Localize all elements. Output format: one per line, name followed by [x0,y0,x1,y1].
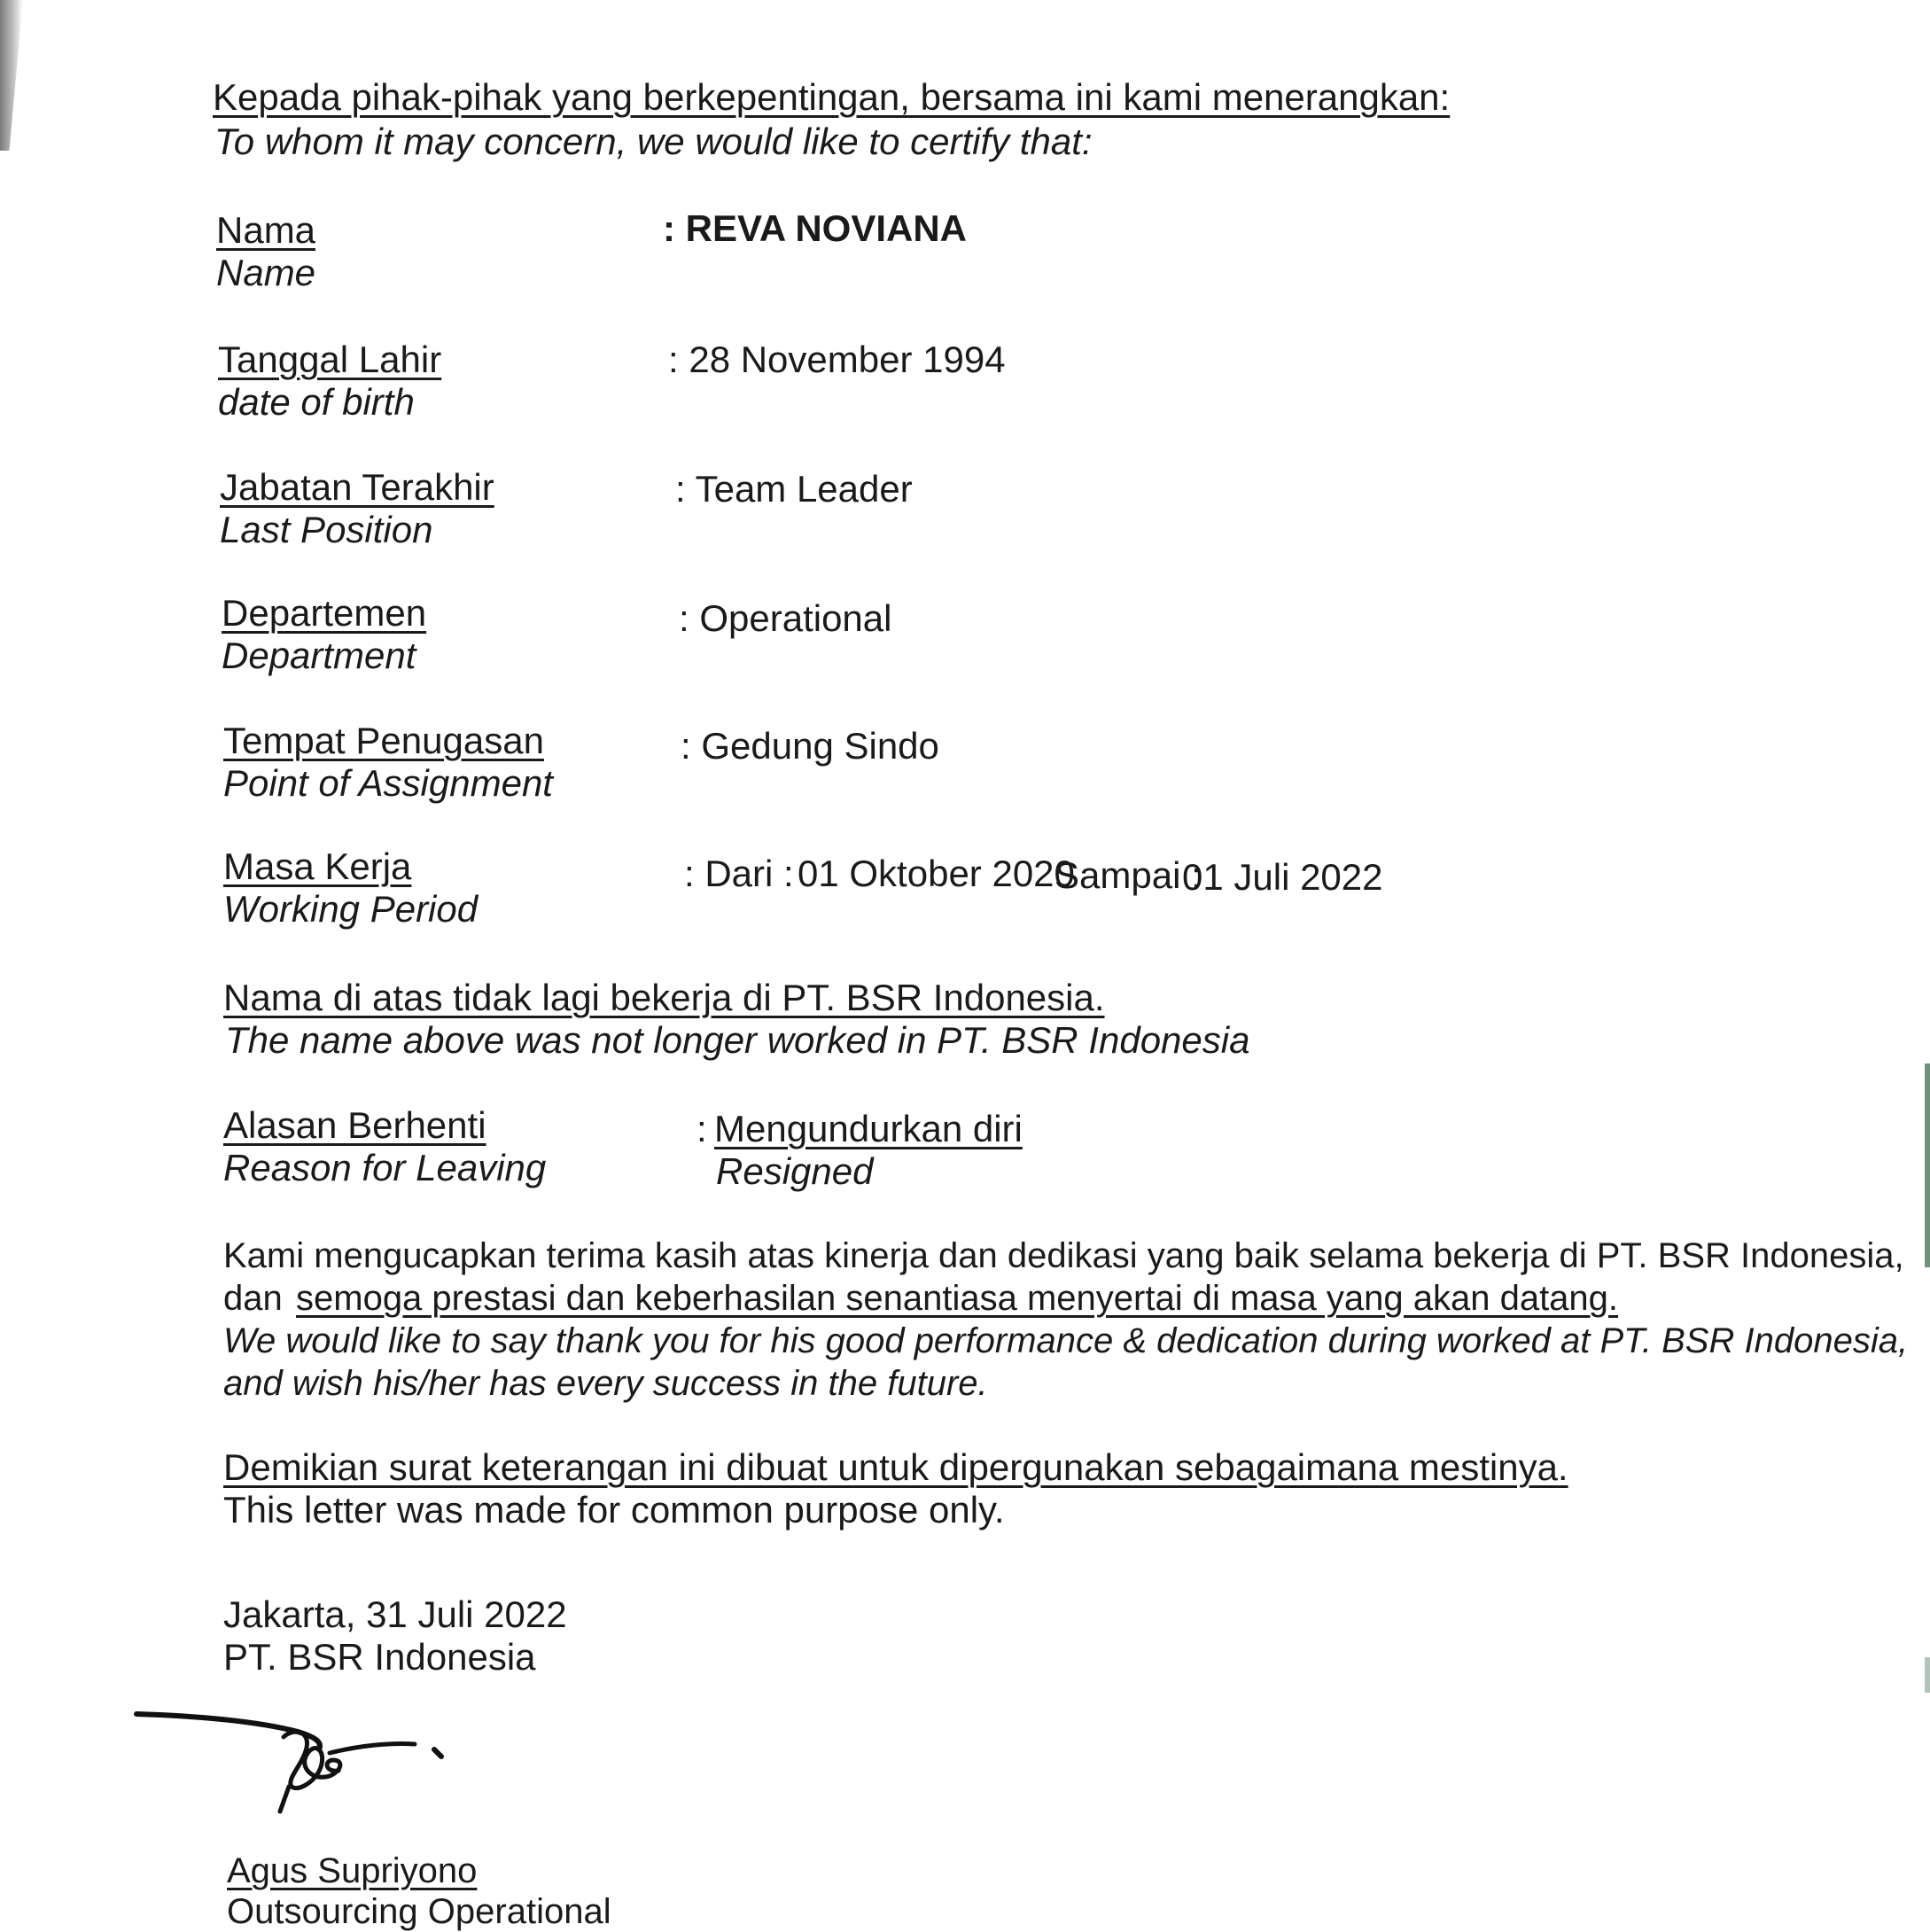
handwritten-signature [133,1702,470,1817]
field-department-label-en: Department [222,635,416,676]
field-reason-value-en: Resigned [716,1150,874,1192]
field-dob-label-en: date of birth [218,381,415,423]
thanks-line-1: Kami mengucapkan terima kasih atas kinerja dan dedikasi yang baik selama bekerja di PT. BSR Indonesia, [223,1236,1904,1275]
field-period-label-en: Working Period [223,888,479,930]
scan-edge-shadow [0,0,23,151]
period-from-label: : Dari : [684,853,794,894]
intro-line-en: To whom it may concern, we would like to certify that: [214,121,1093,162]
field-assignment-label-en: Point of Assignment [223,762,553,804]
signatory-title: Outsourcing Operational [227,1892,611,1931]
scan-edge-mark [1925,1657,1930,1693]
thanks-line-3: We would like to say thank you for his good performance & dedication during worked at PT. BSR Indonesia, [223,1321,1909,1360]
field-name-label-en: Name [216,252,316,293]
scan-edge-mark [1925,1063,1930,1267]
field-dob-label-id: Tanggal Lahir [218,339,442,380]
field-position-label-en: Last Position [220,509,433,550]
field-reason-label-id: Alasan Berhenti [223,1104,486,1146]
thanks-line-2-underlined: semoga prestasi dan keberhasilan senantiasa menyertai di masa yang akan datang. [296,1279,1619,1318]
intro-line-id: Kepada pihak-pihak yang berkepentingan, bersama ini kami menerangkan: [213,76,1451,118]
field-name-value: : REVA NOVIANA [663,207,968,249]
field-assignment-label-id: Tempat Penugasan [223,720,544,761]
field-name-label-id: Nama [216,209,316,251]
field-period-label-id: Masa Kerja [223,845,412,887]
field-reason-label-en: Reason for Leaving [223,1147,547,1188]
field-department-label-id: Departemen [222,592,427,634]
company-name: PT. BSR Indonesia [223,1636,536,1678]
field-dob-value: : 28 November 1994 [668,339,1006,380]
place-date: Jakarta, 31 Juli 2022 [223,1593,567,1635]
field-position-value: : Team Leader [675,468,913,510]
field-reason-value-id: Mengundurkan diri [714,1108,1023,1149]
field-position-label-id: Jabatan Terakhir [220,466,494,508]
closing-line-en: This letter was made for common purpose only. [223,1489,1005,1531]
period-to-label: Sampai : [1054,854,1202,896]
field-department-value: : Operational [679,597,892,639]
field-reason-colon: : [697,1108,707,1149]
field-assignment-value: : Gedung Sindo [681,725,939,767]
closing-line-id: Demikian surat keterangan ini dibuat untuk dipergunakan sebagaimana mestinya. [223,1446,1568,1488]
status-line-id: Nama di atas tidak lagi bekerja di PT. BSR Indonesia. [223,977,1105,1018]
signatory-name: Agus Supriyono [227,1851,478,1890]
thanks-line-2-prefix: dan [223,1279,283,1318]
thanks-line-4: and wish his/her has every success in the future. [223,1364,988,1403]
period-to-value: 01 Juli 2022 [1182,856,1383,898]
status-line-en: The name above was not longer worked in PT. BSR Indonesia [225,1019,1250,1061]
period-from-value: 01 Oktober 2020 [798,853,1075,894]
